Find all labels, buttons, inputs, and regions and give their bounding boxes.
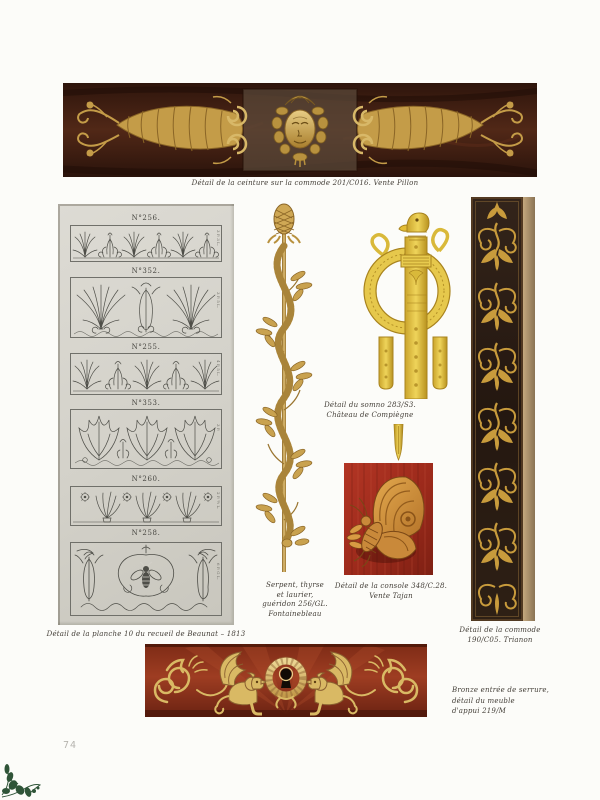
caption-line: Bronze entrée de serrure, bbox=[452, 686, 550, 694]
corner-vignette bbox=[0, 761, 42, 798]
commode-panel-image bbox=[471, 197, 535, 621]
engraving-panel bbox=[70, 353, 222, 395]
caption-plate: Détail de la planche 10 du recueil de Beaunat – 1813 bbox=[46, 630, 246, 638]
pendant-tip-photo bbox=[392, 424, 405, 462]
plate-number: N°352. bbox=[131, 267, 161, 275]
plate-side-mark: 3 P. 3 L. bbox=[216, 230, 221, 246]
thyrsus-photo bbox=[254, 202, 316, 578]
plate-number: N°260. bbox=[131, 475, 161, 483]
caption-line: Fontainebleau bbox=[268, 609, 322, 618]
engraving-panel bbox=[70, 225, 222, 262]
caption-line: Détail de la console 348/C.28. bbox=[334, 582, 448, 590]
engraving-panel bbox=[70, 486, 222, 526]
commode-panel-photo bbox=[471, 197, 535, 621]
butterfly-photo bbox=[344, 463, 433, 575]
caption-line: d'appui 219/M bbox=[452, 707, 506, 715]
engraving-panel bbox=[70, 542, 222, 616]
caption-commode bbox=[442, 626, 558, 645]
caption-line: 190/C05. Trianon bbox=[467, 635, 533, 644]
frieze-photo bbox=[63, 83, 537, 177]
caption-frieze: Détail de la ceinture sur la commode 201/C016. Vente Pillon bbox=[191, 179, 419, 187]
plate-side-mark: 4 P. 5 L. bbox=[216, 360, 221, 376]
plate-side-mark: 6 P. G L. bbox=[216, 563, 221, 580]
escutcheon-image bbox=[145, 644, 427, 717]
somno-photo bbox=[345, 211, 451, 399]
thyrsus-ornament-image bbox=[254, 202, 316, 578]
eagle-ring-ornament-image bbox=[345, 211, 451, 399]
plate-number: N°258. bbox=[131, 529, 161, 537]
plate-side-mark: 2 P. ½ L. bbox=[216, 492, 221, 510]
plate-number: N°256. bbox=[131, 214, 161, 222]
engraving-plate bbox=[58, 204, 234, 625]
caption-somno bbox=[312, 401, 428, 420]
escutcheon-photo bbox=[145, 644, 427, 717]
plate-side-mark: 3 P. 5 L. bbox=[216, 292, 221, 308]
caption-line: Détail du somno 283/S3. bbox=[324, 401, 416, 409]
butterfly-ornament-image bbox=[344, 463, 433, 575]
caption-line: Serpent, thyrse bbox=[265, 581, 325, 589]
page-number: 74 bbox=[63, 740, 78, 751]
caption-thyrsus bbox=[245, 581, 345, 619]
plate-side-mark: 3 P. bbox=[216, 424, 221, 431]
engraving-panel bbox=[70, 277, 222, 338]
caption-line: détail du meuble bbox=[452, 696, 515, 705]
engraving-panel bbox=[70, 409, 222, 469]
caption-line: Château de Compiègne bbox=[326, 410, 414, 419]
caption-line: Détail de la commode bbox=[459, 626, 541, 634]
plate-number: N°255. bbox=[131, 343, 161, 351]
caption-console bbox=[333, 581, 449, 601]
caption-line: Vente Tajan bbox=[369, 592, 413, 600]
caption-escutcheon bbox=[452, 685, 562, 717]
plate-number: N°353. bbox=[131, 399, 161, 407]
foliage-vignette-icon bbox=[0, 761, 42, 798]
caption-line: guéridon 256/GL. bbox=[262, 600, 328, 608]
pendant-tip-image bbox=[392, 424, 405, 462]
caption-line: et laurier, bbox=[276, 590, 314, 599]
frieze-ornament-image bbox=[63, 83, 537, 177]
